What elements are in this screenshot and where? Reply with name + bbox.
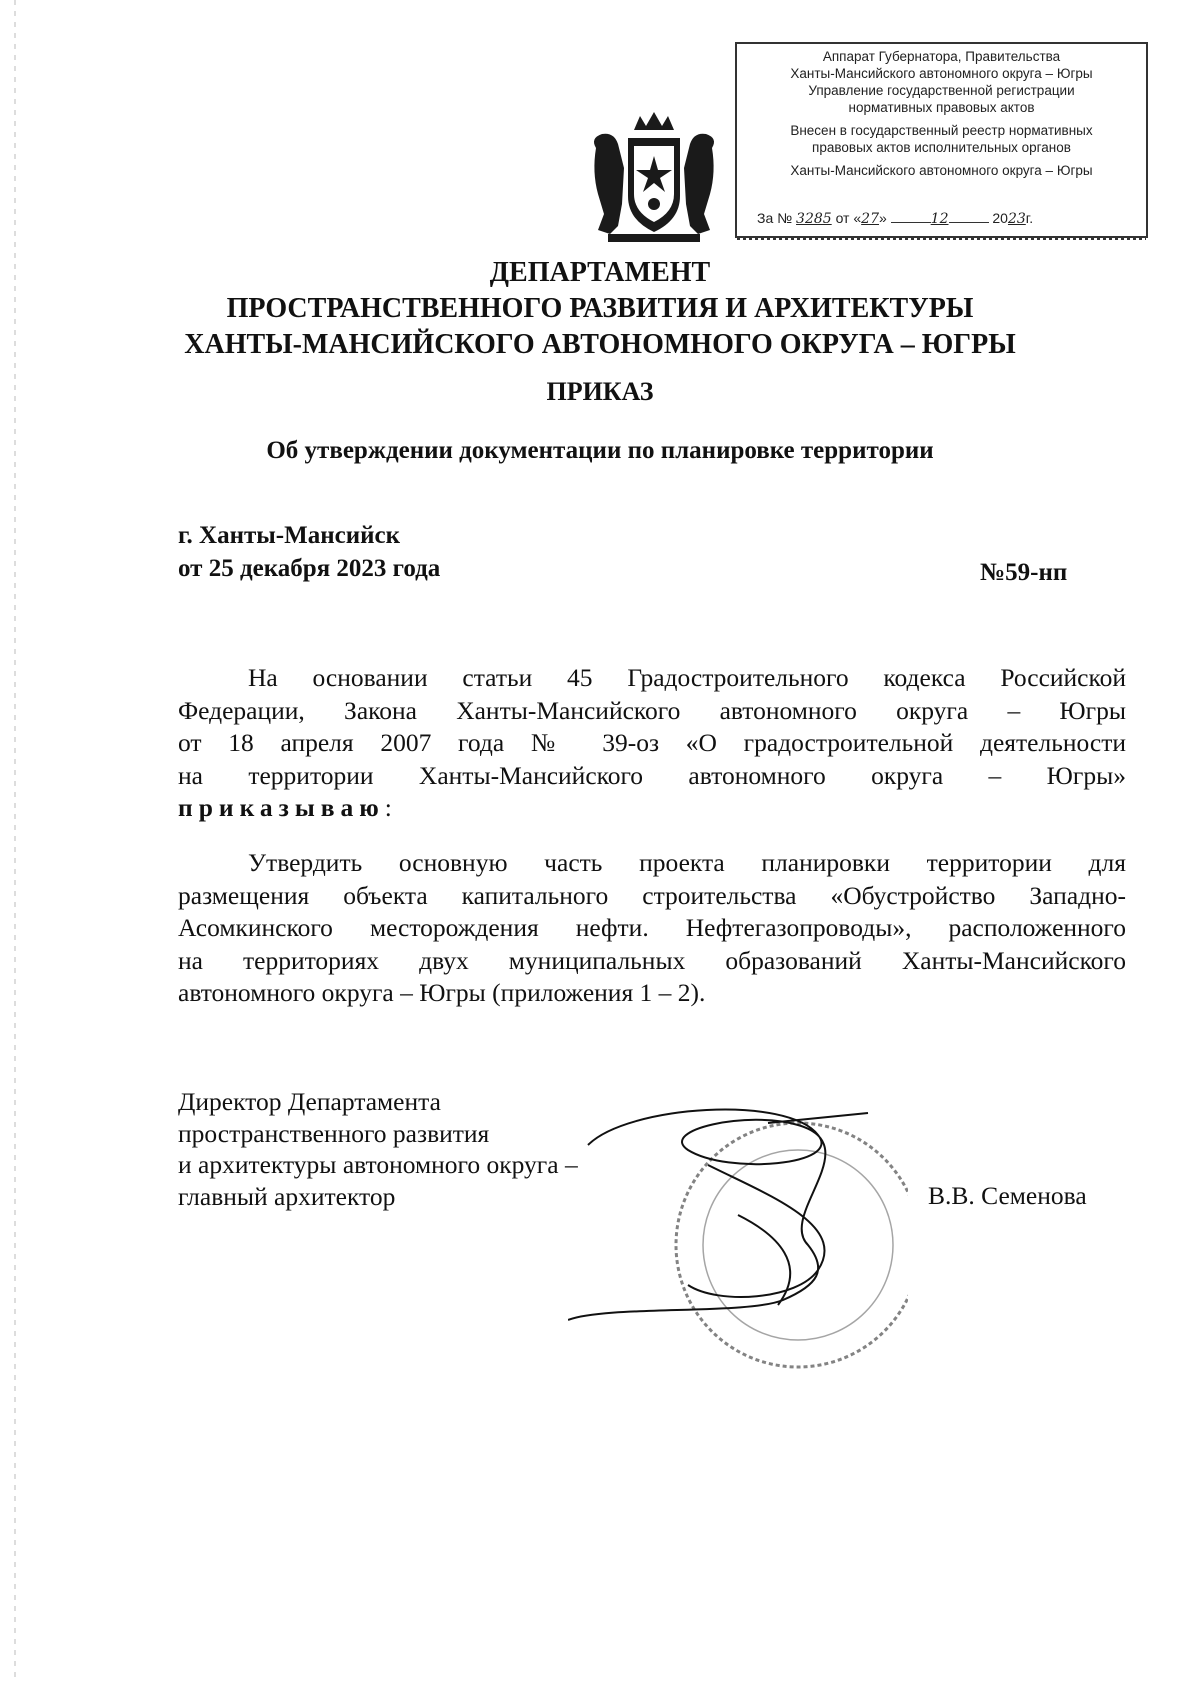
document-type: ПРИКАЗ	[546, 377, 654, 406]
reg-blank	[891, 222, 931, 223]
reg-prefix: За №	[757, 210, 793, 226]
signatory-title	[178, 1086, 578, 1212]
paragraph-line: Асомкинского месторождения нефти. Нефтегазопроводы», расположенного	[178, 913, 1126, 942]
signatory-title-line: и архитектуры автономного округа –	[178, 1150, 578, 1179]
signatory-name: В.В. Семенова	[928, 1181, 1087, 1210]
reg-day: 27	[861, 211, 879, 227]
reg-year: 23	[1007, 211, 1026, 227]
reg-year-suffix: г.	[1025, 210, 1034, 226]
paragraph-line	[178, 792, 1126, 825]
reg-year-prefix: 20	[992, 210, 1008, 226]
stamp-line: Аппарат Губернатора, Правительства	[822, 49, 1061, 64]
registration-stamp	[735, 42, 1148, 238]
stamp-border	[737, 237, 1146, 240]
stamp-line: нормативных правовых актов	[848, 100, 1035, 115]
document-subject: Об утверждении документации по планировке территории	[266, 437, 934, 464]
coat-of-arms-icon	[588, 108, 720, 245]
paragraph-line: Федерации, Закона Ханты-Мансийского автономного округа – Югры	[178, 695, 1126, 725]
paragraph-approval	[178, 847, 1126, 1010]
reg-close: »	[878, 210, 887, 226]
department-line: ДЕПАРТАМЕНТ	[489, 257, 711, 288]
official-seal-and-signature	[568, 1105, 908, 1385]
signatory-title-line: пространственного развития	[178, 1118, 490, 1148]
paragraph-line: Утвердить основную часть проекта планировки территории для	[248, 848, 1126, 877]
reg-blank	[949, 222, 989, 223]
paragraph-line: автономного округа – Югры (приложения 1 – 2).	[178, 978, 706, 1007]
scan-edge	[14, 0, 16, 1683]
order-word: приказываю	[178, 793, 385, 822]
document-number: №59-нп	[980, 559, 1068, 586]
stamp-line: Управление государственной регистрации	[808, 83, 1075, 98]
reg-month: 12	[930, 211, 949, 227]
stamp-registration-number	[757, 210, 1033, 228]
stamp-line: Ханты-Мансийского автономного округа – Югры	[790, 66, 1093, 81]
paragraph-line: На основании статьи 45 Градостроительного кодекса Российской	[248, 663, 1126, 692]
signatory-title-line: Директор Департамента	[178, 1087, 441, 1116]
department-name	[0, 255, 1200, 363]
order-colon: :	[384, 793, 392, 822]
paragraph-basis	[178, 662, 1126, 825]
signatory-title-line: главный архитектор	[178, 1181, 396, 1211]
paragraph-line: от 18 апреля 2007 года № 39-оз «О градостроительной деятельности	[178, 728, 1126, 757]
paragraph-line: размещения объекта капитального строительства «Обустройство Западно-	[178, 880, 1126, 910]
stamp-line: Ханты-Мансийского автономного округа – Югры	[790, 163, 1093, 178]
stamp-line: правовых актов исполнительных органов	[812, 140, 1071, 155]
department-line: ПРОСТРАНСТВЕННОГО РАЗВИТИЯ И АРХИТЕКТУРЫ	[226, 293, 974, 324]
department-line: ХАНТЫ-МАНСИЙСКОГО АВТОНОМНОГО ОКРУГА – ЮГРЫ	[184, 329, 1016, 360]
paragraph-line: на территориях двух муниципальных образований Ханты-Мансийского	[178, 945, 1126, 975]
city: г. Ханты-Мансийск	[178, 522, 401, 549]
reg-number: 3285	[796, 211, 832, 227]
paragraph-line: на территории Ханты-Мансийского автономного округа – Югры»	[178, 760, 1126, 790]
stamp-line: Внесен в государственный реестр нормативных	[790, 123, 1093, 138]
reg-from: от «	[835, 210, 862, 226]
document-date: от 25 декабря 2023 года	[178, 555, 441, 582]
